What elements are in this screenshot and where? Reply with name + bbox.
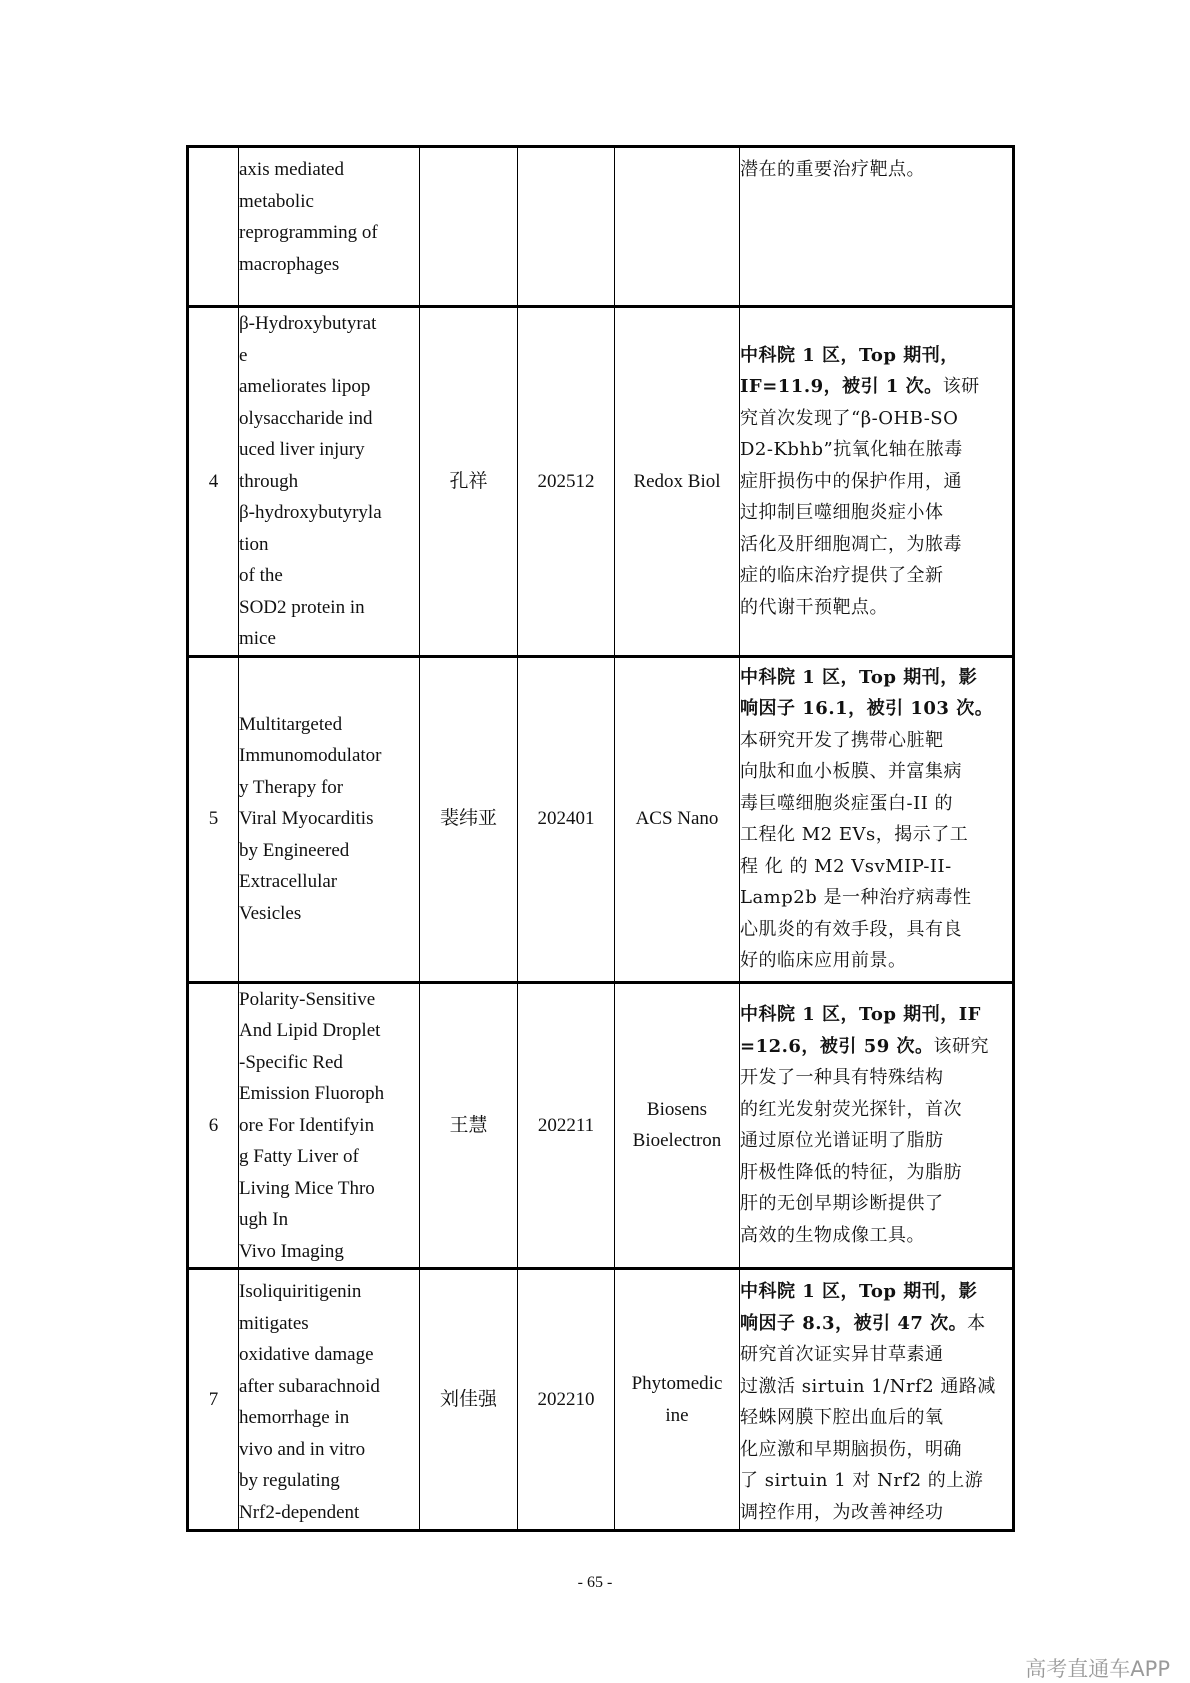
title-line: axis mediated	[239, 159, 344, 180]
title-line: Emission Fluoroph	[239, 1083, 385, 1104]
title-line: uced liver injury	[239, 439, 365, 460]
title-line: macrophages	[239, 253, 340, 275]
title-line: Vesicles	[239, 902, 302, 924]
description-highlight-line	[740, 999, 1012, 1031]
title-line: Nrf2-dependent	[239, 1501, 360, 1523]
description-line: 肝极性降低的特征，为脂肪	[740, 1161, 962, 1183]
title-line: olysaccharide ind	[239, 407, 373, 429]
title-line: -Specific Red	[239, 1051, 343, 1073]
description-highlight: 中科院 1 区，Top 期刊，影	[740, 1281, 978, 1302]
title-line: oxidative damage	[239, 1344, 374, 1365]
journal-line: Redox Biol	[633, 470, 721, 492]
paper-title	[239, 982, 420, 1269]
description-highlight: 中科院 1 区，Top 期刊，影	[740, 666, 978, 688]
journal-line: Bioelectron	[632, 1130, 722, 1152]
description-highlight-line	[740, 662, 1012, 694]
paper-title	[239, 307, 420, 657]
title-line: SOD2 protein in	[239, 596, 365, 618]
table-row	[188, 656, 1014, 982]
title-line: of the	[239, 565, 283, 586]
title-line: Multitargeted	[239, 713, 343, 735]
title-line: mitigates	[239, 1312, 309, 1334]
author-name: 王慧	[420, 982, 518, 1269]
title-line: ameliorates lipop	[239, 376, 371, 397]
row-number	[188, 147, 239, 307]
description-highlight-line	[740, 1031, 1012, 1063]
description-line: 心肌炎的有效手段，具有良	[740, 918, 962, 940]
publish-date: 202210	[518, 1269, 615, 1531]
title-line: ore For Identifyin	[239, 1114, 375, 1136]
title-line: Viral Myocarditis	[239, 808, 374, 830]
description-line: 活化及肝细胞凋亡，为脓毒	[740, 533, 962, 555]
description-line: 毒巨噬细胞炎症蛋白-II 的	[740, 792, 954, 814]
journal-name	[615, 1269, 740, 1531]
title-line: Vivo Imaging	[239, 1240, 344, 1262]
description-line: 工程化 M2 EVs，揭示了工	[740, 824, 969, 845]
title-line: through	[239, 470, 299, 492]
description-line: 的红光发射荧光探针，首次	[740, 1098, 962, 1120]
table-row	[188, 1269, 1014, 1531]
journal-name	[615, 307, 740, 657]
description-line: 症的临床治疗提供了全新	[740, 565, 944, 586]
author-name: 刘佳强	[420, 1269, 518, 1531]
description-highlight-line	[740, 693, 1012, 725]
journal-name	[615, 982, 740, 1269]
description-highlight-line	[740, 1276, 1012, 1308]
table-row	[188, 307, 1014, 657]
description-line: 好的临床应用前景。	[740, 950, 907, 971]
row-number: 4	[188, 307, 239, 657]
title-line: by regulating	[239, 1470, 340, 1491]
publish-date: 202512	[518, 307, 615, 657]
table-row	[188, 147, 1014, 307]
description-line: 程 化 的 M2 VsvMIP-II-	[740, 855, 952, 877]
title-line: reprogramming of	[239, 222, 378, 243]
description-line: 化应激和早期脑损伤，明确	[740, 1438, 962, 1460]
description-text: 该研究	[933, 1035, 990, 1057]
paper-description	[740, 307, 1014, 657]
author-name	[420, 147, 518, 307]
description-line: 的代谢干预靶点。	[740, 596, 888, 618]
paper-title	[239, 656, 420, 982]
description-text: 本	[967, 1312, 986, 1334]
description-text: 该研	[942, 376, 980, 397]
description-highlight-line	[740, 1308, 1012, 1340]
description-line: Lamp2b 是一种治疗病毒性	[740, 887, 972, 908]
paper-description	[740, 982, 1014, 1269]
description-highlight: 响因子 16.1，被引 103 次。	[740, 698, 994, 719]
title-line: by Engineered	[239, 839, 350, 861]
paper-description	[740, 147, 1014, 307]
description-highlight: 中科院 1 区，Top 期刊，	[740, 344, 959, 366]
description-line: 潜在的重要治疗靶点。	[740, 159, 925, 180]
title-line: e	[239, 344, 248, 366]
title-line: g Fatty Liver of	[239, 1146, 359, 1167]
publish-date: 202211	[518, 982, 615, 1269]
row-number: 6	[188, 982, 239, 1269]
publish-date	[518, 147, 615, 307]
description-highlight: =12.6，被引 59 次。	[740, 1035, 934, 1057]
journal-name	[615, 147, 740, 307]
description-line: 了 sirtuin 1 对 Nrf2 的上游	[740, 1470, 984, 1491]
description-line: 轻蛛网膜下腔出血后的氧	[740, 1407, 944, 1428]
title-line: Immunomodulator	[239, 745, 382, 767]
description-line: D2-Kbhb”抗氧化轴在脓毒	[740, 439, 963, 460]
table-row	[188, 982, 1014, 1269]
title-line: mice	[239, 628, 276, 649]
author-name: 孔祥	[420, 307, 518, 657]
description-line: 肝的无创早期诊断提供了	[740, 1193, 944, 1215]
row-number: 5	[188, 656, 239, 982]
description-line: 高效的生物成像工具。	[740, 1224, 925, 1246]
title-line: tion	[239, 533, 269, 555]
description-line: 向肽和血小板膜、并富集病	[740, 761, 962, 782]
description-highlight-line	[740, 340, 1012, 372]
description-line: 调控作用，为改善神经功	[740, 1501, 944, 1523]
publish-date: 202401	[518, 656, 615, 982]
title-line: vivo and in vitro	[239, 1438, 366, 1460]
description-line: 究首次发现了“β-OHB-SO	[740, 407, 959, 429]
description-highlight-line	[740, 371, 1012, 403]
title-line: metabolic	[239, 190, 314, 212]
journal-line: ine	[665, 1404, 689, 1426]
description-highlight: 中科院 1 区，Top 期刊，IF	[740, 1004, 981, 1026]
description-line: 过激活 sirtuin 1/Nrf2 通路减	[740, 1375, 996, 1397]
title-line: Isoliquiritigenin	[239, 1281, 362, 1302]
title-line: Extracellular	[239, 871, 338, 893]
paper-description	[740, 656, 1014, 982]
title-line: β-hydroxybutyryla	[239, 502, 382, 523]
title-line: hemorrhage in	[239, 1407, 350, 1428]
journal-line: ACS Nano	[635, 808, 719, 830]
description-line: 本研究开发了携带心脏靶	[740, 729, 944, 751]
page-number: - 65 -	[577, 1574, 613, 1591]
description-line: 开发了一种具有特殊结构	[740, 1067, 944, 1089]
description-line: 研究首次证实异甘草素通	[740, 1344, 944, 1365]
title-line: And Lipid Droplet	[239, 1020, 381, 1041]
title-line: Living Mice Thro	[239, 1177, 375, 1199]
description-line: 过抑制巨噬细胞炎症小体	[740, 502, 944, 523]
journal-line: Phytomedic	[631, 1373, 723, 1394]
description-line: 通过原位光谱证明了脂肪	[740, 1130, 944, 1152]
paper-description	[740, 1269, 1014, 1531]
description-highlight: 响因子 8.3，被引 47 次。	[740, 1312, 968, 1334]
watermark: 高考直通车APP	[1025, 1657, 1170, 1681]
title-line: after subarachnoid	[239, 1375, 380, 1397]
journal-name	[615, 656, 740, 982]
title-line: ugh In	[239, 1209, 289, 1230]
description-highlight: IF=11.9，被引 1 次。	[740, 376, 943, 397]
journal-line: Biosens	[646, 1098, 708, 1120]
paper-title	[239, 1269, 420, 1531]
title-line: y Therapy for	[239, 776, 344, 798]
title-line: Polarity-Sensitive	[239, 988, 376, 1010]
title-line: β-Hydroxybutyrat	[239, 313, 377, 334]
publications-table	[186, 145, 1015, 1532]
author-name: 裴纬亚	[420, 656, 518, 982]
description-line: 症肝损伤中的保护作用，通	[740, 470, 962, 492]
paper-title	[239, 147, 420, 307]
row-number: 7	[188, 1269, 239, 1531]
